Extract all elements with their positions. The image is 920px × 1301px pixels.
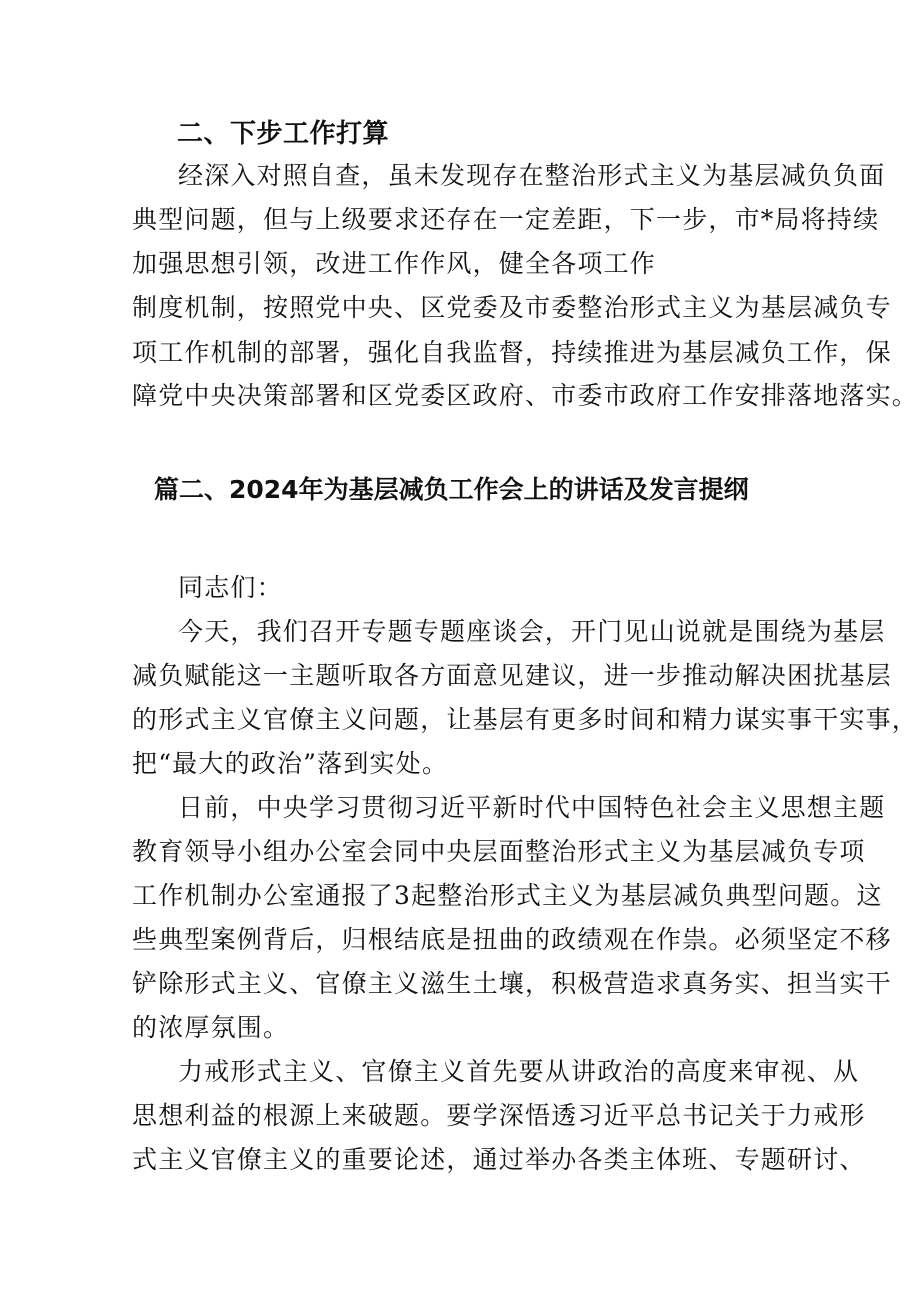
paragraph-line: 思想利益的根源上来破题。要学深悟透习近平总书记关于力戒形 bbox=[132, 1101, 866, 1130]
paragraph-line: 经深入对照自查，虽未发现存在整治形式主义为基层减负负面 bbox=[178, 161, 886, 190]
paragraph-line: 减负赋能这一主题听取各方面意见建议，进一步推动解决困扰基层 bbox=[132, 661, 892, 690]
paragraph-line: 教育领导小组办公室会同中央层面整治形式主义为基层减负专项 bbox=[132, 837, 866, 866]
paragraph-line: 把“最大的政治”落到实处。 bbox=[132, 749, 449, 778]
paragraph-line: 项工作机制的部署，强化自我监督，持续推进为基层减负工作，保 bbox=[132, 338, 892, 367]
article-title: 篇二、2024年为基层减负工作会上的讲话及发言提纲 bbox=[154, 475, 749, 504]
paragraph-line: 今天，我们召开专题专题座谈会，开门见山说就是围绕为基层 bbox=[178, 617, 886, 646]
paragraph-line: 力戒形式主义、官僚主义首先要从讲政治的高度来审视、从 bbox=[178, 1057, 860, 1086]
paragraph-line: 工作机制办公室通报了3起整治形式主义为基层减负典型问题。这 bbox=[132, 881, 883, 910]
paragraph-line: 的浓厚氛围。 bbox=[132, 1013, 290, 1042]
paragraph-line: 些典型案例背后，归根结底是扭曲的政绩观在作祟。必须坚定不移 bbox=[132, 925, 892, 954]
paragraph-line: 典型问题，但与上级要求还存在一定差距，下一步，市*局将持续 bbox=[132, 205, 880, 234]
paragraph-line: 式主义官僚主义的重要论述，通过举办各类主体班、专题研讨、 bbox=[132, 1145, 866, 1174]
paragraph-line: 制度机制，按照党中央、区党委及市委整治形式主义为基层减负专 bbox=[132, 293, 892, 322]
greeting: 同志们： bbox=[178, 573, 283, 602]
paragraph-line: 日前，中央学习贯彻习近平新时代中国特色社会主义思想主题 bbox=[178, 793, 886, 822]
paragraph-line: 的形式主义官僚主义问题，让基层有更多时间和精力谋实事干实事， bbox=[132, 705, 919, 734]
section-heading: 二、下步工作打算 bbox=[177, 119, 390, 149]
paragraph-line: 铲除形式主义、官僚主义滋生土壤，积极营造求真务实、担当实干 bbox=[132, 969, 892, 998]
paragraph-line: 障党中央决策部署和区党委区政府、市委市政府工作安排落地落实。 bbox=[132, 381, 919, 410]
paragraph-line: 加强思想引领，改进工作作风，健全各项工作 bbox=[132, 249, 657, 278]
